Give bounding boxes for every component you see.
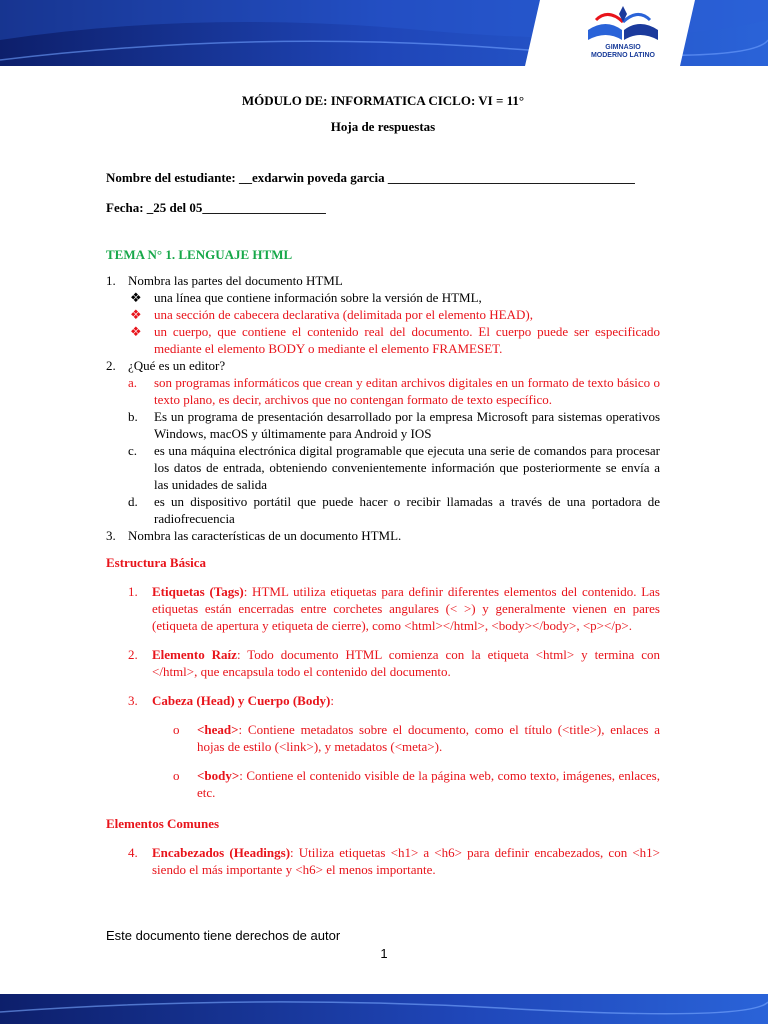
section-heading-basic-structure: Estructura Básica (106, 555, 207, 570)
answer-item-1 (106, 583, 660, 634)
item-label: <head> (197, 722, 239, 737)
answer-item-4 (106, 844, 660, 878)
header-band (0, 0, 768, 66)
page-number: 1 (380, 946, 388, 961)
q2-option-d (106, 493, 660, 527)
logo-text-line1: GIMNASIO (605, 44, 641, 51)
item-number: 2. (128, 647, 138, 662)
diamond-bullet-icon: ❖ (130, 307, 142, 322)
q2-option-c (106, 442, 660, 493)
q2-option-b (106, 408, 660, 442)
item-text: : (330, 693, 335, 708)
item-label: Cabeza (Head) y Cuerpo (Body) (152, 693, 331, 708)
item-label: Encabezados (Headings) (152, 845, 291, 860)
option-letter: a. (128, 375, 138, 390)
option-letter: c. (128, 443, 138, 458)
item-number: 4. (128, 845, 138, 860)
q2-option-a (106, 374, 660, 408)
diamond-bullet-icon: ❖ (130, 324, 142, 339)
question-number: 1. (106, 273, 116, 288)
item-label: <body> (197, 768, 240, 783)
item-text: : Todo documento HTML comienza con la etiqueta <html> y termina con </html>, que encapsula todo el contenido del documento. (152, 647, 660, 679)
item-label: Etiquetas (Tags) (152, 584, 244, 599)
circle-bullet-icon: o (173, 768, 180, 783)
bullet-text: un cuerpo, que contiene el contenido real del documento. El cuerpo puede ser especificado mediante el elemento BODY o mediante el elemento FRAMESET. (154, 324, 660, 356)
diamond-bullet-icon: ❖ (130, 290, 142, 305)
question-3 (106, 527, 660, 544)
question-2 (106, 357, 660, 374)
item-text: : Contiene el contenido visible de la página web, como texto, imágenes, enlaces, etc. (197, 768, 660, 800)
module-title: MÓDULO DE: INFORMATICA CICLO: VI = 11° (241, 93, 525, 108)
book-icon (548, 0, 698, 44)
item-text: : HTML utiliza etiquetas para definir diferentes elementos del contenido. Las etiquetas están encerradas entre corchetes angulares (< >) y generalmente vienen en pares (etiqueta de apertura y etiqueta de cierre), como <html></html>, <body></body>, <p></p>. (152, 584, 660, 633)
item-text: : Contiene metadatos sobre el documento, como el título (<title>), enlaces a hojas de estilo (<link>), y metadatos (<meta>). (197, 722, 660, 754)
q1-bullet-2 (106, 306, 660, 323)
date-line: Fecha: _25 del 05___________________ (106, 200, 326, 215)
item-number: 1. (128, 584, 138, 599)
question-number: 3. (106, 528, 116, 543)
answer-sheet-title: Hoja de respuestas (330, 119, 436, 134)
topic-heading: TEMA N° 1. LENGUAJE HTML (106, 247, 293, 262)
option-text: es un dispositivo portátil que puede hacer o recibir llamadas a través de una portadora de radiofrecuencia (154, 494, 660, 526)
student-name-line: Nombre del estudiante: __exdarwin poveda garcia ______________________________________ (106, 170, 635, 185)
q1-bullet-3 (106, 323, 660, 357)
question-text: ¿Qué es un editor? (128, 358, 226, 373)
item-label: Elemento Raíz (152, 647, 237, 662)
option-letter: b. (128, 409, 138, 424)
sub-item-head (106, 721, 660, 755)
answer-item-3 (106, 692, 660, 709)
option-text: Es un programa de presentación desarrollado por la empresa Microsoft para sistemas operativos Windows, macOS y últimamente para Android y IOS (154, 409, 660, 441)
question-text: Nombra las partes del documento HTML (128, 273, 343, 288)
q1-bullet-1 (106, 289, 660, 306)
logo-text-line2: MODERNO LATINO (590, 52, 656, 59)
sub-item-body (106, 767, 660, 801)
copyright-note: Este documento tiene derechos de autor (106, 928, 341, 943)
footer-band (0, 994, 768, 1024)
question-1 (106, 272, 660, 289)
circle-bullet-icon: o (173, 722, 180, 737)
answer-item-2 (106, 646, 660, 680)
section-heading-common-elements: Elementos Comunes (106, 816, 220, 831)
item-text: : Utiliza etiquetas <h1> a <h6> para definir encabezados, con <h1> siendo el más importante y <h6> el menos importante. (152, 845, 660, 877)
school-logo (548, 0, 698, 66)
question-number: 2. (106, 358, 116, 373)
option-text: son programas informáticos que crean y editan archivos digitales en un formato de texto básico o texto plano, es decir, archivos que no contengan formato de texto específico. (154, 375, 660, 407)
item-number: 3. (128, 693, 138, 708)
document-body (106, 92, 660, 878)
bullet-text: una línea que contiene información sobre la versión de HTML, (154, 290, 482, 305)
option-text: es una máquina electrónica digital programable que ejecuta una serie de comandos para procesar los datos de entrada, obteniendo convenientemente información que posteriormente se envía a las unidades de salida (154, 443, 660, 492)
footer-decoration (0, 994, 768, 1024)
bullet-text: una sección de cabecera declarativa (delimitada por el elemento HEAD), (154, 307, 533, 322)
option-letter: d. (128, 494, 138, 509)
question-text: Nombra las características de un documento HTML. (128, 528, 402, 543)
